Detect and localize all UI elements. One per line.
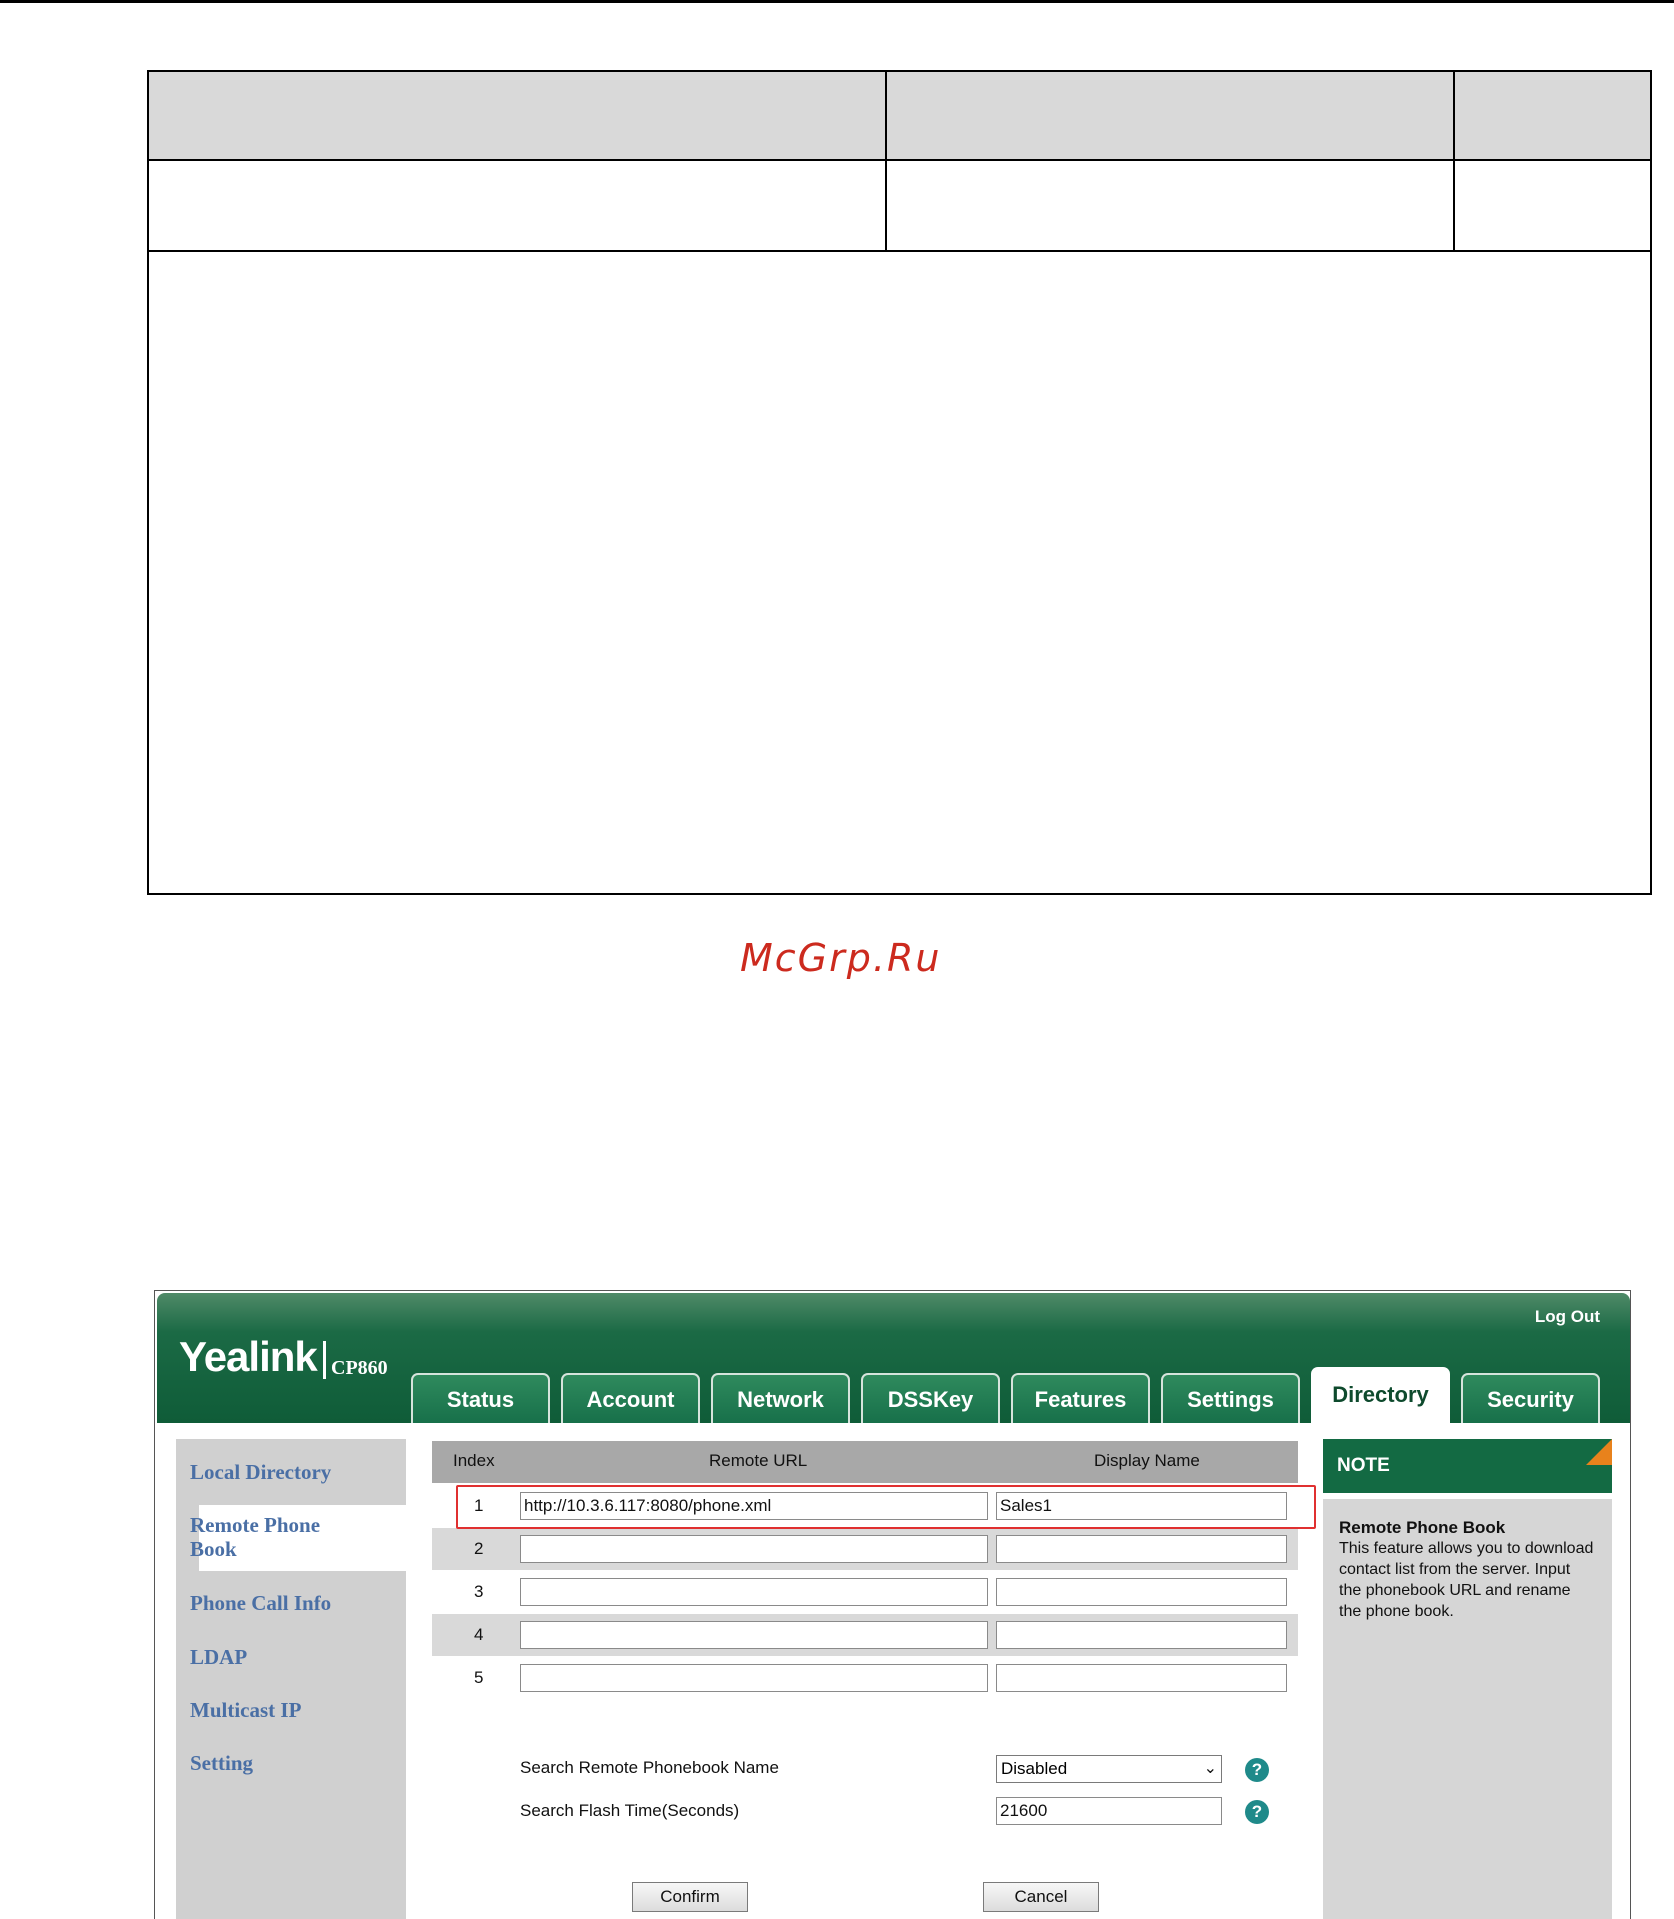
- document-table-header: [149, 72, 1650, 161]
- row-index: 1: [474, 1496, 484, 1515]
- header-banner: [157, 1293, 1630, 1423]
- sidebar-item-local-directory[interactable]: Local Directory: [190, 1460, 332, 1484]
- tab-network[interactable]: Network: [711, 1373, 850, 1423]
- sidebar-item-phone-call-info[interactable]: Phone Call Info: [190, 1591, 332, 1615]
- sidebar-item-setting[interactable]: Setting: [190, 1751, 253, 1775]
- note-header: [1323, 1439, 1612, 1493]
- search-name-select[interactable]: [996, 1755, 1222, 1783]
- row-highlight-box: [456, 1485, 1316, 1529]
- search-name-value: Disabled: [1001, 1759, 1068, 1778]
- display-name-input-3[interactable]: [996, 1578, 1287, 1606]
- logout-link[interactable]: Log Out: [1534, 1307, 1600, 1326]
- web-ui-screenshot: [154, 1290, 1631, 1919]
- note-corner-icon: [1586, 1439, 1612, 1465]
- note-body: [1323, 1499, 1612, 1919]
- display-name-input-4[interactable]: [996, 1621, 1287, 1649]
- table-row: [432, 1571, 1298, 1613]
- top-rule: [0, 0, 1674, 3]
- tab-account[interactable]: Account: [561, 1373, 700, 1423]
- header-index: Index: [453, 1451, 495, 1470]
- table-row: [432, 1614, 1298, 1656]
- tab-status[interactable]: Status: [411, 1373, 550, 1423]
- table-divider: [1453, 72, 1455, 252]
- document-table: [147, 70, 1652, 895]
- remote-url-input-3[interactable]: [520, 1578, 988, 1606]
- note-title: Remote Phone Book: [1339, 1518, 1506, 1537]
- display-name-input-1[interactable]: Sales1: [996, 1492, 1287, 1520]
- sidebar-item-ldap[interactable]: LDAP: [190, 1645, 248, 1669]
- help-icon[interactable]: ?: [1245, 1758, 1269, 1782]
- tab-security[interactable]: Security: [1461, 1373, 1600, 1423]
- sidebar-item-multicast-ip[interactable]: Multicast IP: [190, 1698, 302, 1722]
- remote-url-input-4[interactable]: [520, 1621, 988, 1649]
- display-name-input-2[interactable]: [996, 1535, 1287, 1563]
- flash-time-label: Search Flash Time(Seconds): [520, 1801, 740, 1820]
- table-divider: [885, 72, 887, 252]
- search-name-label: Search Remote Phonebook Name: [520, 1758, 779, 1777]
- tab-dsskey[interactable]: DSSKey: [861, 1373, 1000, 1423]
- flash-time-input[interactable]: 21600: [996, 1797, 1222, 1825]
- header-display-name: Display Name: [1094, 1451, 1200, 1470]
- watermark: McGrp.Ru: [740, 936, 942, 980]
- brand-logo: Yealink: [179, 1333, 317, 1380]
- cancel-button[interactable]: Cancel: [983, 1882, 1099, 1912]
- remote-url-input-1[interactable]: http://10.3.6.117:8080/phone.xml: [520, 1492, 988, 1520]
- tab-directory[interactable]: Directory: [1311, 1367, 1450, 1425]
- remote-url-input-2[interactable]: [520, 1535, 988, 1563]
- row-index: 5: [474, 1668, 484, 1687]
- confirm-button[interactable]: Confirm: [632, 1882, 748, 1912]
- chevron-down-icon: ⌄: [1203, 1760, 1217, 1777]
- row-index: 2: [474, 1539, 484, 1558]
- table-header: [432, 1441, 1298, 1483]
- header-remote-url: Remote URL: [709, 1451, 808, 1470]
- sidebar-item-remote-phone-book[interactable]: Remote Phone: [190, 1513, 321, 1537]
- model-label: CP860: [331, 1357, 388, 1379]
- sidebar-item-remote-phone-book-line2[interactable]: Book: [190, 1537, 237, 1561]
- note-header-label: NOTE: [1337, 1455, 1390, 1476]
- help-icon[interactable]: ?: [1245, 1800, 1269, 1824]
- display-name-input-5[interactable]: [996, 1664, 1287, 1692]
- row-index: 4: [474, 1625, 484, 1644]
- table-row: [432, 1528, 1298, 1570]
- tab-features[interactable]: Features: [1011, 1373, 1150, 1423]
- tab-settings[interactable]: Settings: [1161, 1373, 1300, 1423]
- document-table-row: [149, 161, 1650, 252]
- table-row: [432, 1657, 1298, 1699]
- row-index: 3: [474, 1582, 484, 1601]
- logo-divider: [323, 1341, 326, 1379]
- note-text: This feature allows you to download contact list from the server. Input the phonebook URL and rename the phone book.: [1339, 1540, 1594, 1620]
- remote-url-input-5[interactable]: [520, 1664, 988, 1692]
